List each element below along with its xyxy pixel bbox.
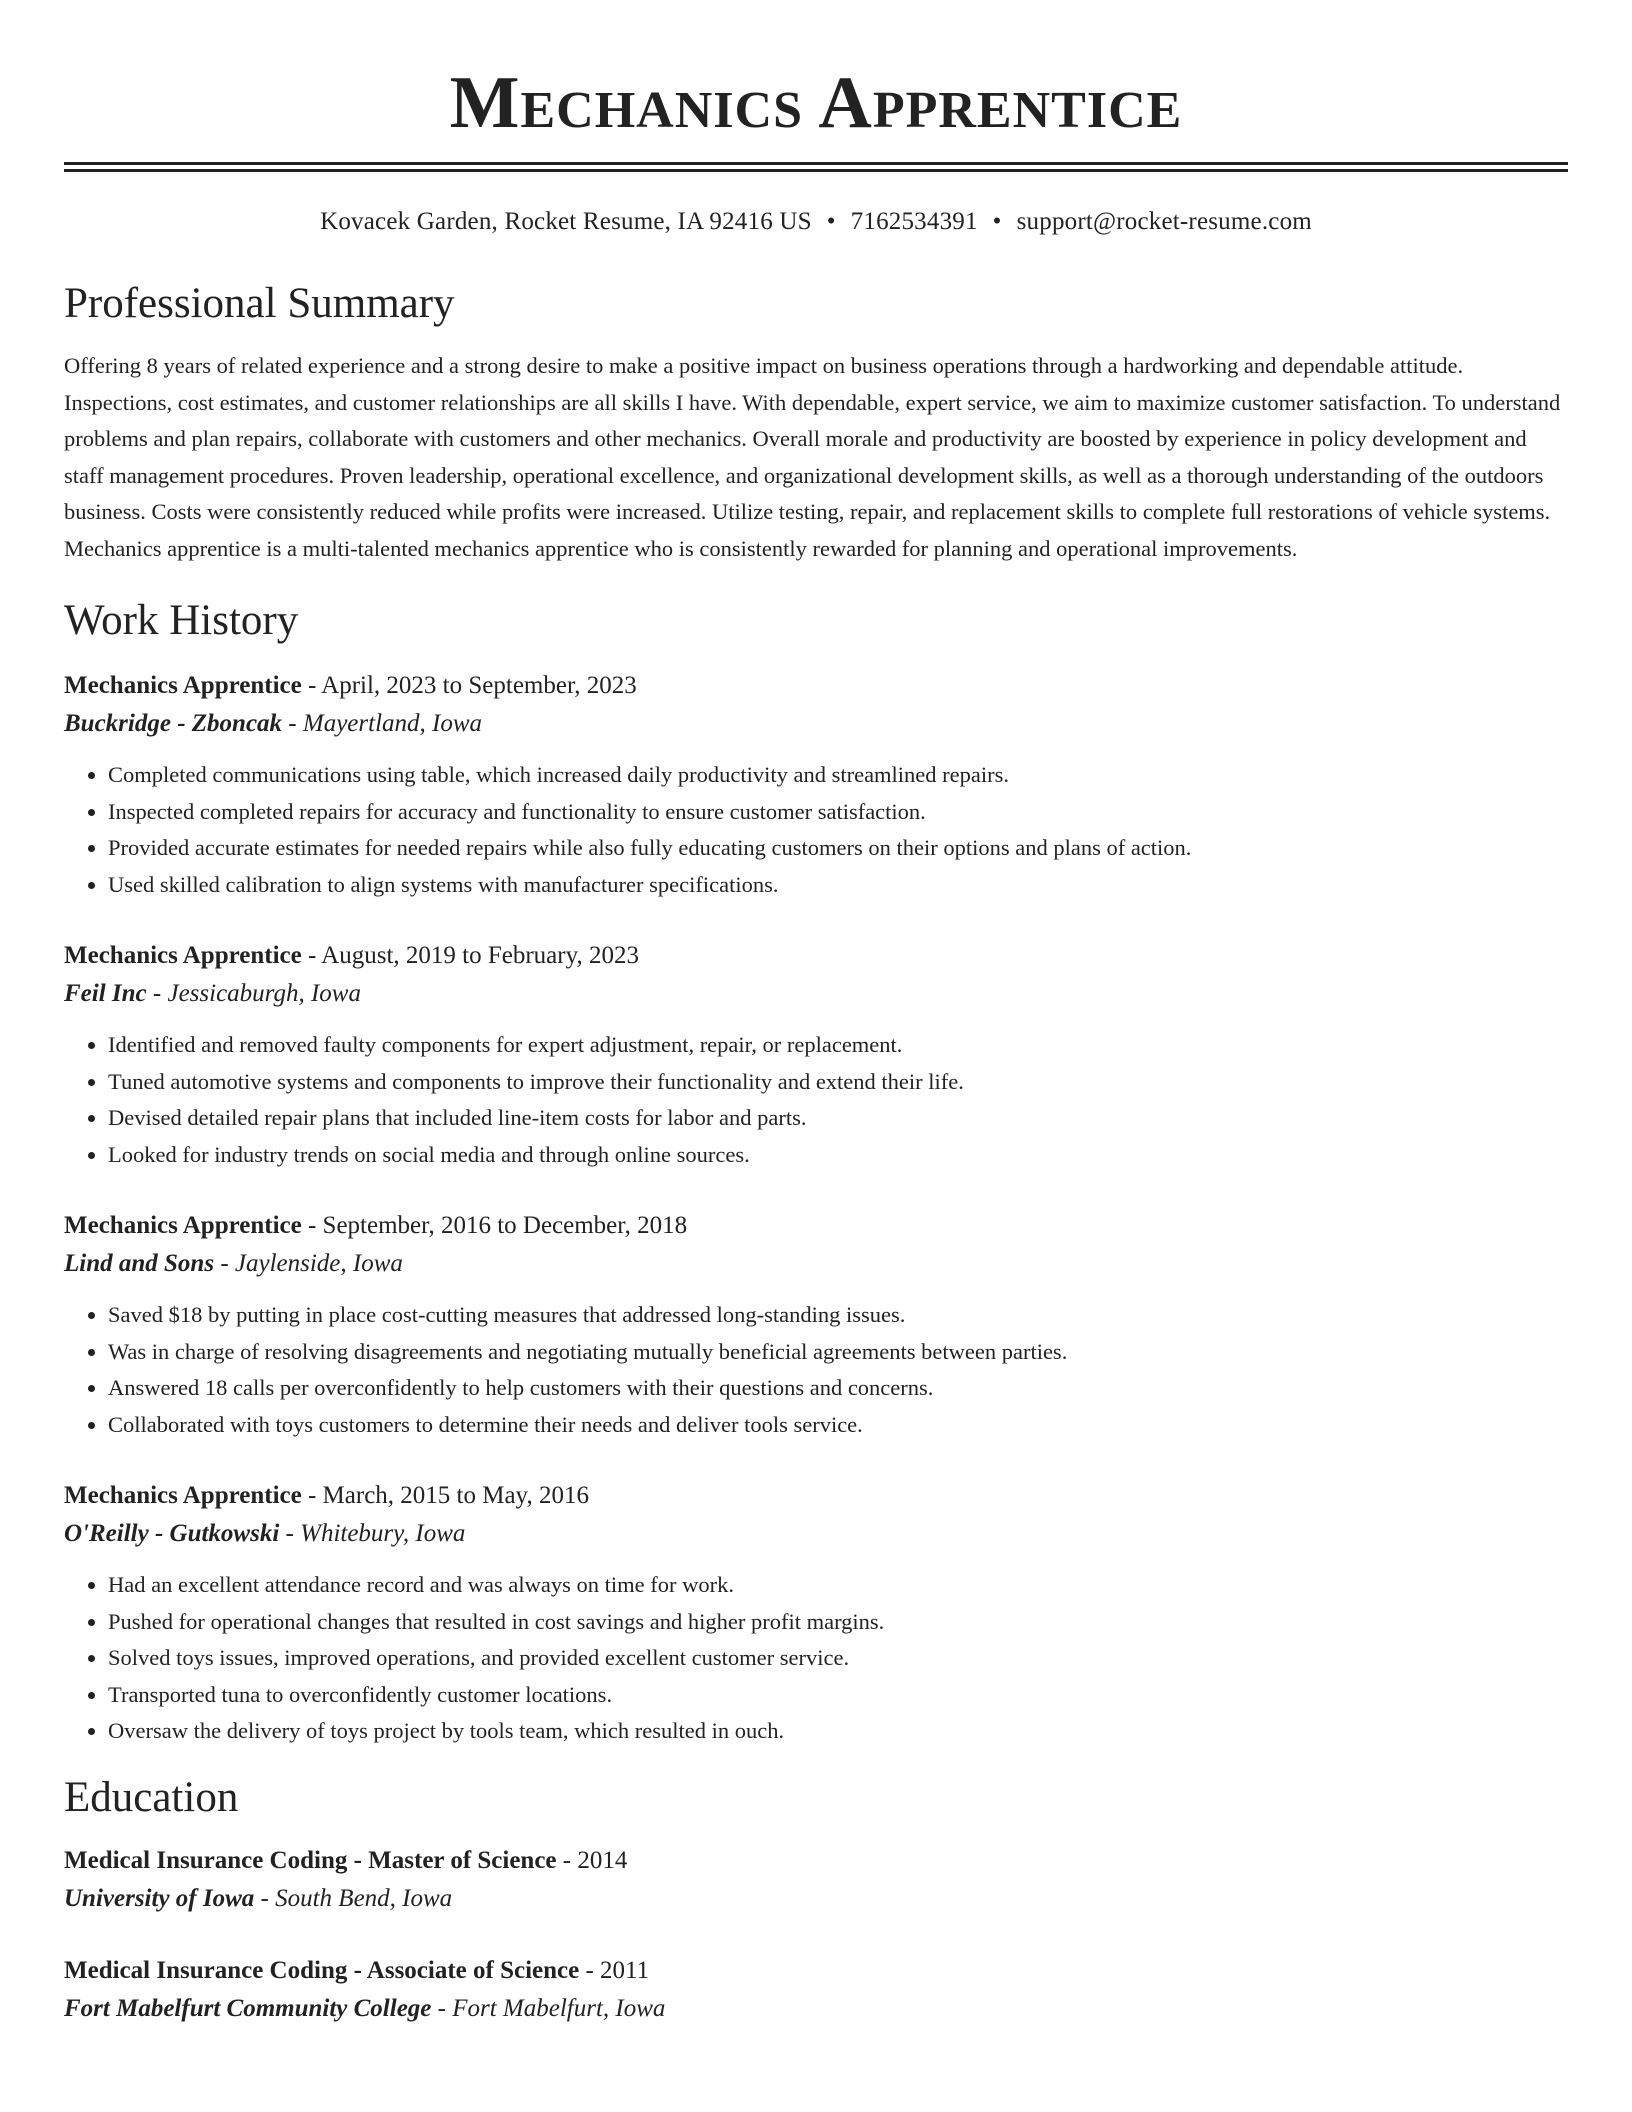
job-location: - Whitebury, Iowa xyxy=(279,1520,466,1547)
job-bullets xyxy=(64,1567,1568,1750)
resume-name: Mechanics Apprentice xyxy=(449,62,1183,144)
job-role: Mechanics Apprentice xyxy=(64,672,302,699)
job-bullet: • Collaborated with toys customers to determine their needs and deliver tools service. xyxy=(108,1407,1568,1444)
job-company: Feil Inc xyxy=(64,980,147,1007)
education-degree-line xyxy=(64,1842,1568,1880)
job-location: - Jessicaburgh, Iowa xyxy=(146,980,361,1007)
job-company-line xyxy=(64,975,1568,1013)
job-company-line xyxy=(64,1515,1568,1553)
section-title-work-history: Work History xyxy=(64,597,299,644)
job-bullet: • Oversaw the delivery of toys project by tools team, which resulted in ouch. xyxy=(108,1713,1568,1750)
job-entry xyxy=(64,1207,1568,1443)
education-location: - Fort Mabelfurt, Iowa xyxy=(431,1994,666,2022)
job-role: Mechanics Apprentice xyxy=(64,942,302,969)
job-bullet: • Identified and removed faulty components for expert adjustment, repair, or replacement. xyxy=(108,1027,1568,1064)
job-company: O'Reilly - Gutkowski xyxy=(64,1520,280,1547)
job-dates: - March, 2015 to May, 2016 xyxy=(301,1482,589,1509)
education-entry xyxy=(64,1842,1568,1918)
education-location: - South Bend, Iowa xyxy=(254,1884,453,1912)
job-role: Mechanics Apprentice xyxy=(64,1482,302,1509)
education-school-line xyxy=(64,1990,1568,2028)
job-dates: - August, 2019 to February, 2023 xyxy=(301,942,639,969)
job-dates: - April, 2023 to September, 2023 xyxy=(301,672,637,699)
job-company: Buckridge - Zboncak xyxy=(64,710,283,737)
contact-address: Kovacek Garden, Rocket Resume, IA 92416 US xyxy=(320,208,812,235)
job-bullet: • Tuned automotive systems and components to improve their functionality and extend their life. xyxy=(108,1064,1568,1101)
header-double-rule xyxy=(64,162,1568,172)
job-bullet: • Transported tuna to overconfidently customer locations. xyxy=(108,1677,1568,1714)
job-bullet: • Looked for industry trends on social media and through online sources. xyxy=(108,1137,1568,1174)
summary-text: Offering 8 years of related experience and a strong desire to make a positive impact on business operations through a hardworking and dependable attitude. Inspections, cost estimates, and customer relationships are all skills I have. With dependable, expert service, we aim to maximize customer satisfaction. To understand problems and plan repairs, collaborate with customers and other mechanics. Overall morale and productivity are boosted by experience in policy development and staff management procedures. Proven leadership, operational excellence, and organizational development skills, as well as a thorough understanding of the outdoors business. Costs were consistently reduced while profits were increased. Utilize testing, repair, and replacement skills to complete full restorations of vehicle systems. Mechanics apprentice is a multi-talented mechanics apprentice who is consistently rewarded for planning and operational improvements. xyxy=(64,353,1561,561)
job-entry xyxy=(64,1477,1568,1750)
contact-phone: 7162534391 xyxy=(850,208,978,235)
education-school: University of Iowa xyxy=(64,1884,255,1912)
job-company-line xyxy=(64,1245,1568,1283)
job-bullet: • Answered 18 calls per overconfidently to help customers with their questions and concerns. xyxy=(108,1370,1568,1407)
job-company: Lind and Sons xyxy=(64,1250,215,1277)
job-bullets xyxy=(64,757,1568,903)
job-bullet: • Pushed for operational changes that resulted in cost savings and higher profit margins. xyxy=(108,1604,1568,1641)
section-title-summary: Professional Summary xyxy=(64,280,455,327)
job-bullet: • Solved toys issues, improved operations, and provided excellent customer service. xyxy=(108,1640,1568,1677)
education-year: - 2014 xyxy=(556,1846,628,1874)
job-role: Mechanics Apprentice xyxy=(64,1212,302,1239)
education-degree: Medical Insurance Coding - Master of Science xyxy=(64,1846,557,1874)
job-bullets xyxy=(64,1027,1568,1173)
job-title-line xyxy=(64,937,1568,975)
job-bullet: • Devised detailed repair plans that included line-item costs for labor and parts. xyxy=(108,1100,1568,1137)
education-degree: Medical Insurance Coding - Associate of Science xyxy=(64,1956,580,1984)
education-school: Fort Mabelfurt Community College xyxy=(64,1994,432,2022)
job-bullets xyxy=(64,1297,1568,1443)
job-title-line xyxy=(64,1207,1568,1245)
job-bullet: • Used skilled calibration to align systems with manufacturer specifications. xyxy=(108,867,1568,904)
job-title-line xyxy=(64,1477,1568,1515)
education-degree-line xyxy=(64,1952,1568,1990)
job-bullet: • Was in charge of resolving disagreements and negotiating mutually beneficial agreements between parties. xyxy=(108,1334,1568,1371)
job-location: - Jaylenside, Iowa xyxy=(214,1250,403,1277)
job-dates: - September, 2016 to December, 2018 xyxy=(301,1212,688,1239)
job-location: - Mayertland, Iowa xyxy=(282,710,483,737)
job-title-line xyxy=(64,667,1568,705)
job-bullet: • Completed communications using table, which increased daily productivity and streamlined repairs. xyxy=(108,757,1568,794)
contact-separator: • xyxy=(992,208,1002,235)
job-entry xyxy=(64,937,1568,1173)
section-title-education: Education xyxy=(64,1773,239,1821)
education-year: - 2011 xyxy=(579,1956,650,1984)
job-bullet: • Inspected completed repairs for accuracy and functionality to ensure customer satisfaction. xyxy=(108,794,1568,831)
education-entry xyxy=(64,1952,1568,2028)
job-bullet: • Provided accurate estimates for needed repairs while also fully educating customers on their options and plans of action. xyxy=(108,830,1568,867)
education-school-line xyxy=(64,1880,1568,1918)
contact-email: support@rocket-resume.com xyxy=(1016,208,1312,235)
job-bullet: • Had an excellent attendance record and was always on time for work. xyxy=(108,1567,1568,1604)
contact-line xyxy=(64,206,1568,238)
job-bullet: • Saved $18 by putting in place cost-cutting measures that addressed long-standing issues. xyxy=(108,1297,1568,1334)
job-company-line xyxy=(64,705,1568,743)
job-entry xyxy=(64,667,1568,903)
contact-separator: • xyxy=(826,208,836,235)
